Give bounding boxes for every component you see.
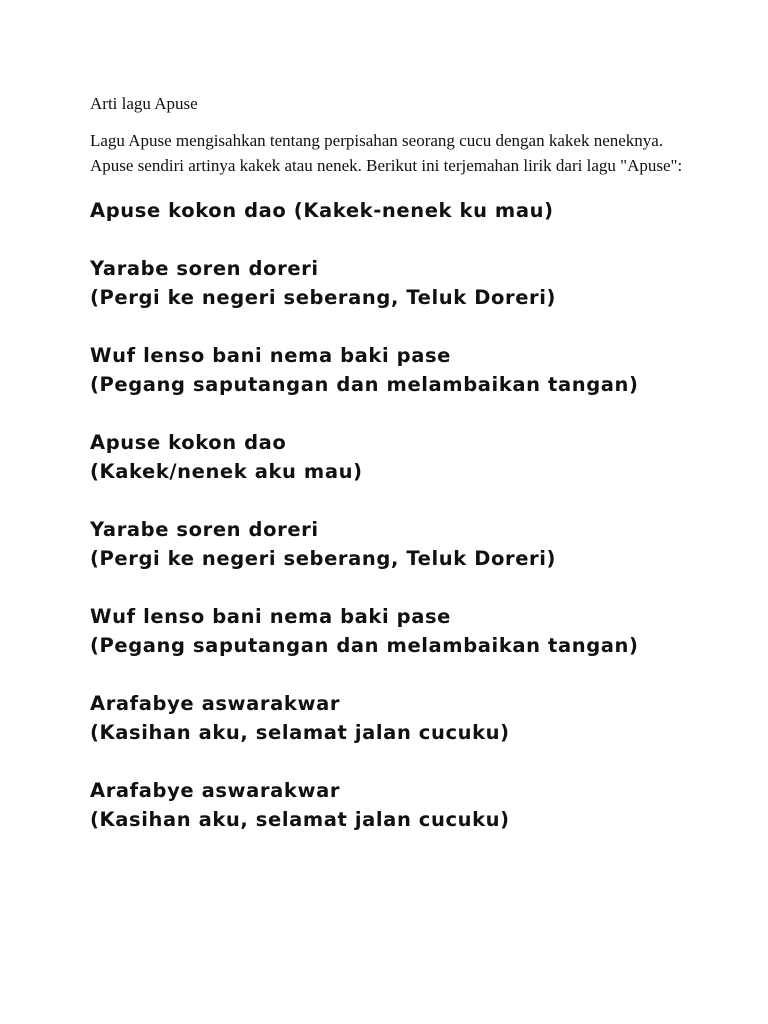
lyric-line: Yarabe soren doreri <box>90 257 319 280</box>
stanza-7 <box>90 689 730 747</box>
lyrics-section <box>90 196 730 834</box>
stanza-1 <box>90 196 730 225</box>
lyric-line: Wuf lenso bani nema baki pase <box>90 605 452 628</box>
stanza-5 <box>90 515 730 573</box>
lyric-line: Yarabe soren doreri <box>90 518 319 541</box>
translation-line: (Kasihan aku, selamat jalan cucuku) <box>90 721 510 744</box>
lyric-line: Apuse kokon dao (Kakek-nenek ku mau) <box>90 199 554 222</box>
translation-line: (Pegang saputangan dan melambaikan tangan) <box>90 634 639 657</box>
stanza-4 <box>90 428 730 486</box>
stanza-3 <box>90 341 730 399</box>
stanza-2 <box>90 254 730 312</box>
lyric-line: Arafabye aswarakwar <box>90 779 341 802</box>
intro-paragraph: Lagu Apuse mengisahkan tentang perpisahan seorang cucu dengan kakek neneknya. Apuse sendiri artinya kakek atau nenek. Berikut ini terjemahan lirik dari lagu "Apuse": <box>90 131 683 175</box>
stanza-6 <box>90 602 730 660</box>
translation-line: (Pergi ke negeri seberang, Teluk Doreri) <box>90 286 557 309</box>
translation-line: (Kasihan aku, selamat jalan cucuku) <box>90 808 510 831</box>
lyric-line: Wuf lenso bani nema baki pase <box>90 344 452 367</box>
lyric-line: Apuse kokon dao <box>90 431 287 454</box>
translation-line: (Pegang saputangan dan melambaikan tangan) <box>90 373 639 396</box>
document-page <box>90 92 730 863</box>
stanza-8 <box>90 776 730 834</box>
translation-line: (Kakek/nenek aku mau) <box>90 460 363 483</box>
document-title: Arti lagu Apuse <box>90 94 198 113</box>
lyric-line: Arafabye aswarakwar <box>90 692 341 715</box>
translation-line: (Pergi ke negeri seberang, Teluk Doreri) <box>90 547 557 570</box>
